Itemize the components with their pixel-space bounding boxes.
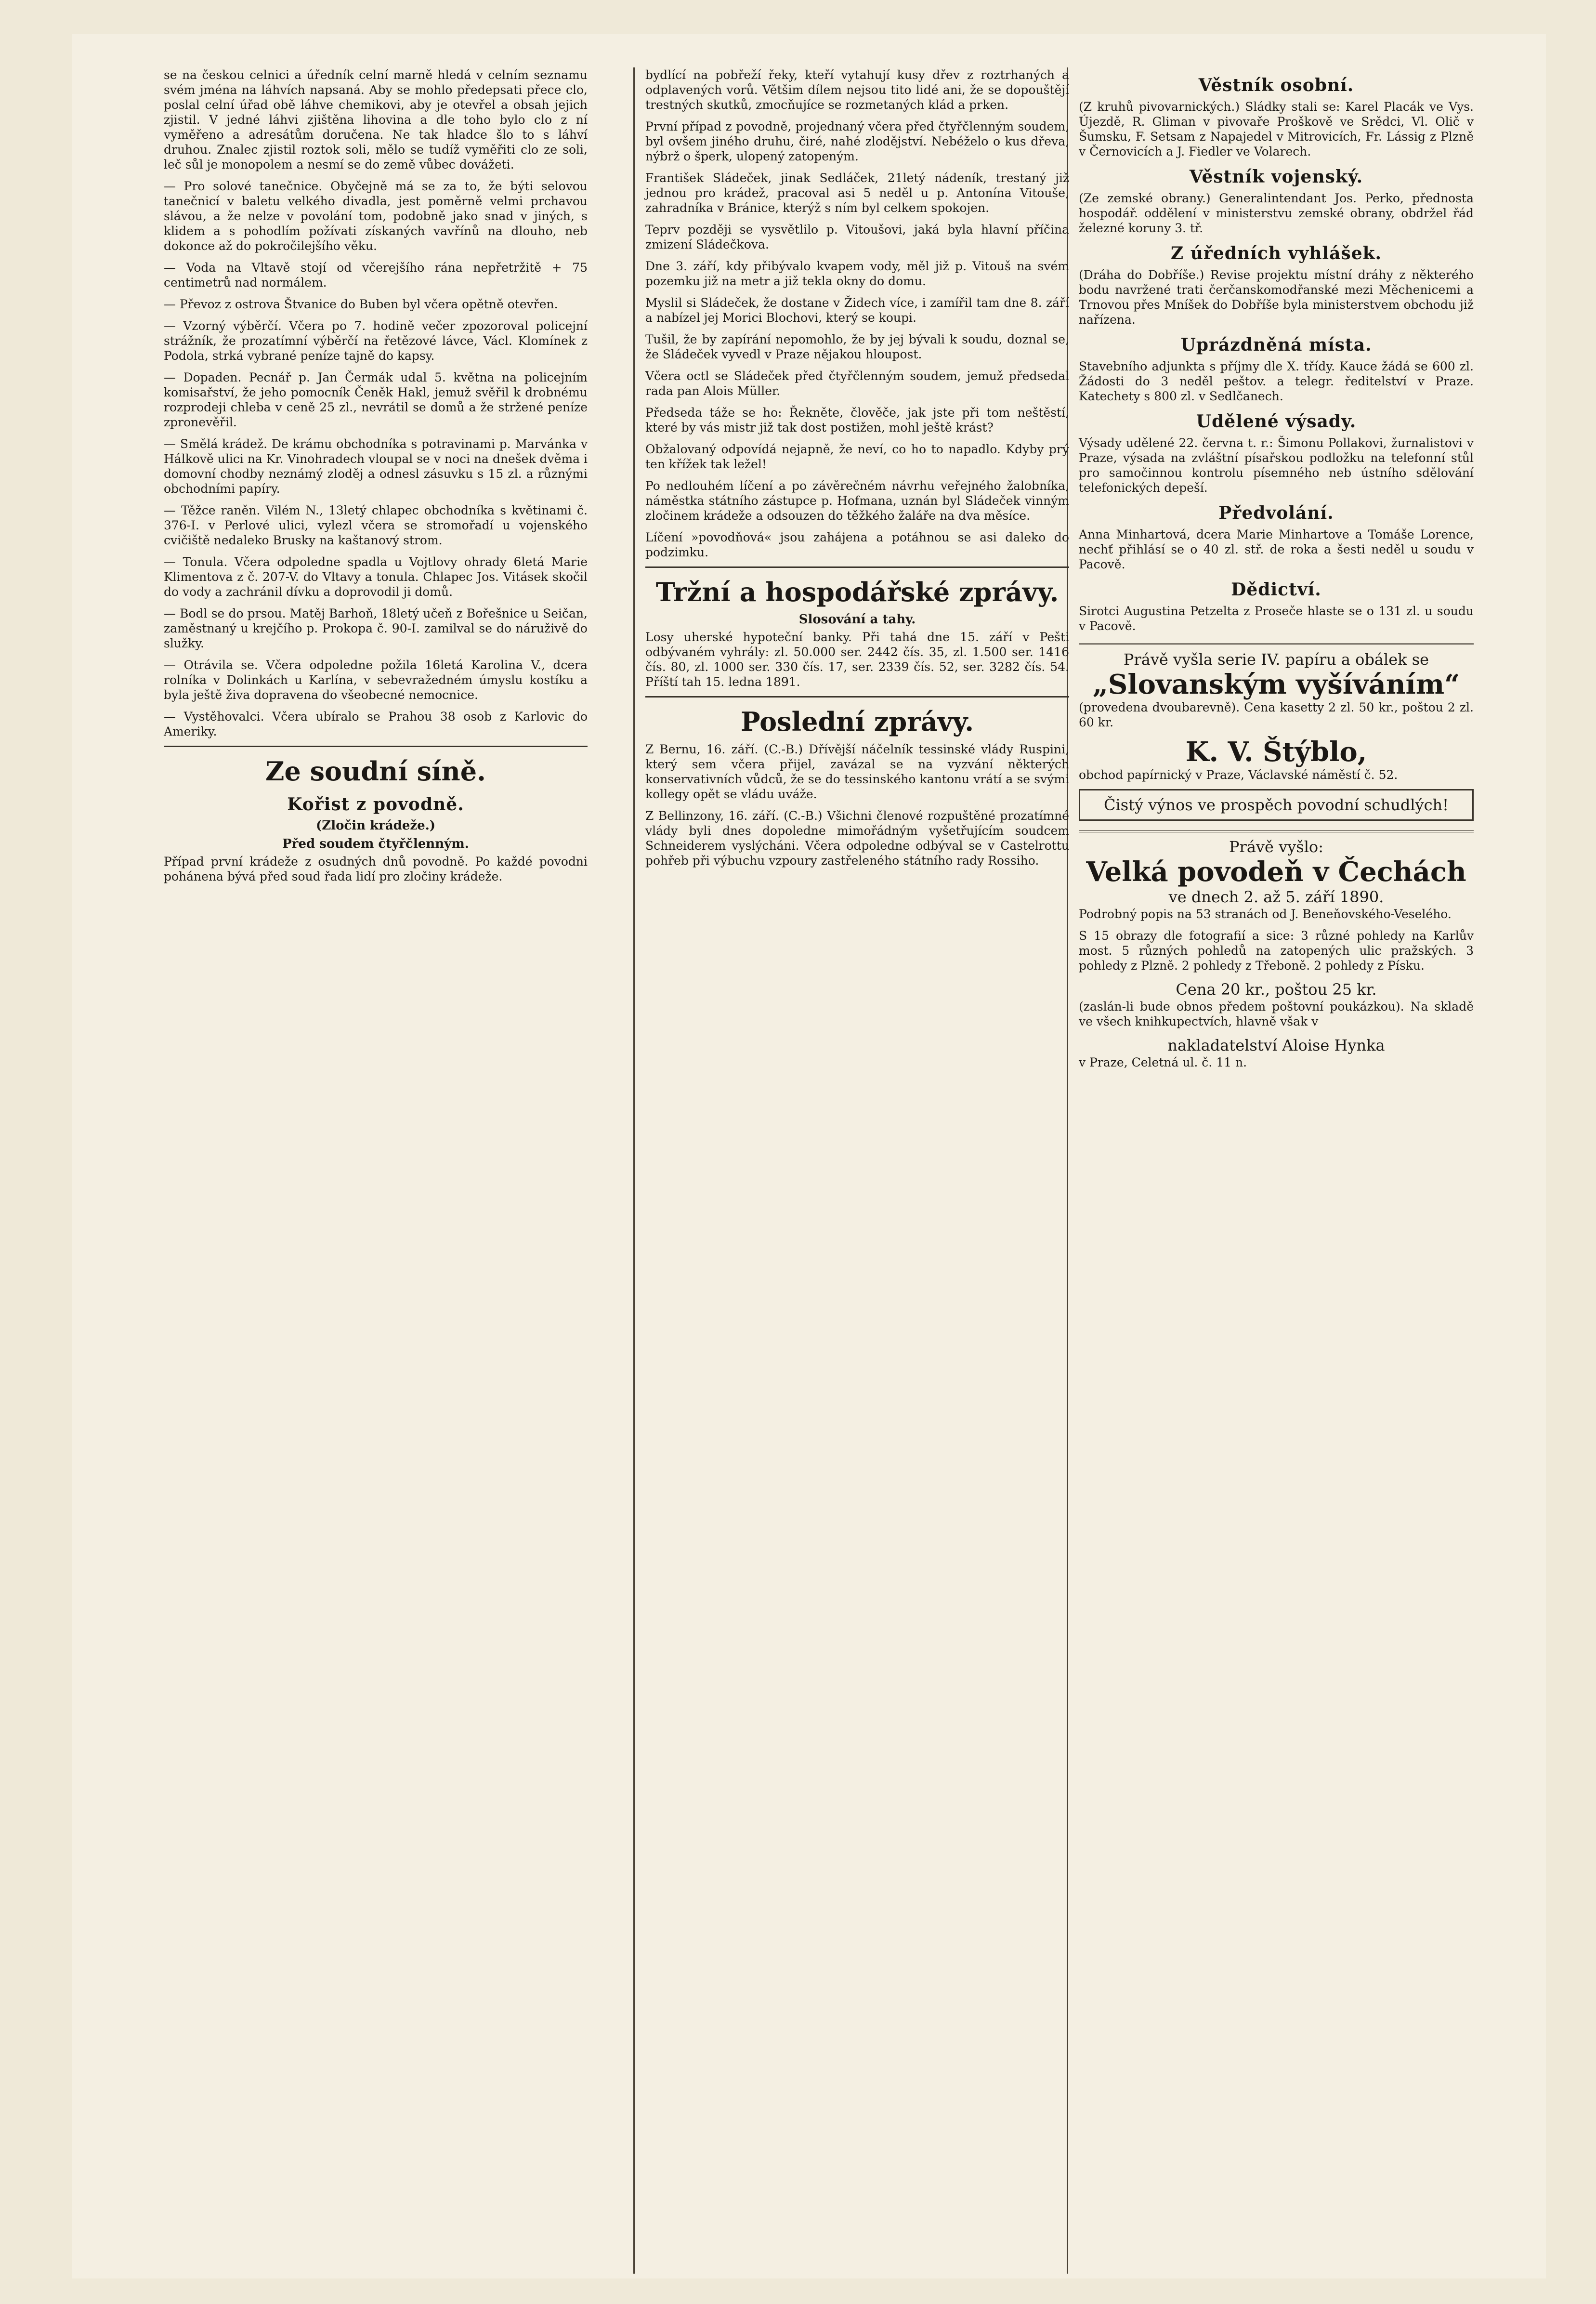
article-paragraph: — Vzorný výběrčí. Včera po 7. hodině večer zpozoroval policejní strážník, že prozatímní výběrčí na řetězové lávce, Václ. Klomínek z Podola, strká vybrané peníze tajně do kapsy. [164, 319, 588, 363]
article-title: Kořist z povodně. [287, 794, 464, 815]
article-paragraph: Dne 3. září, kdy přibývalo kvapem vody, měl již p. Vitouš na svém pozemku již na metr a již tekla okny do domu. [645, 259, 1069, 288]
column-2 [645, 67, 1069, 875]
article-paragraph: Obžalovaný odpovídá nejapně, že neví, co ho to napadlo. Kdyby prý ten křížek tak ležel! [645, 442, 1069, 471]
section-heading: Ze soudní síně. [265, 756, 486, 787]
ad-list: S 15 obrazy dle fotografií a sice: 3 různé pohledy na Karlův most. 5 různých pohledů na zatopených ulic pražských. 3 pohledy z Plzně. 2 pohledy z Třeboně. 2 pohledy z Písku. [1079, 929, 1474, 973]
article-paragraph: Tušil, že by zapírání nepomohlo, že by jej bývali k soudu, doznal se, že Sládeček vyvedl v Praze nějakou hloupost. [645, 332, 1069, 361]
article-paragraph: (Ze zemské obrany.) Generalintendant Jos. Perko, přednosta hospodář. oddělení v ministerstvu zemské obrany, obdržel řád železné koruny 3. tř. [1079, 191, 1474, 235]
section-heading: Z úředních vyhlášek. [1170, 243, 1382, 263]
ad-text: (zaslán-li bude obnos předem poštovní poukázkou). Na skladě ve všech knihkupectvích, hlavně však v [1079, 1000, 1474, 1028]
divider [645, 566, 1069, 568]
column-3 [1079, 67, 1474, 1077]
column-1 [164, 67, 588, 891]
article-paragraph: Myslil si Sládeček, že dostane v Židech více, i zamířil tam dne 8. září a nabízel jej Morici Blochovi, který se koupi. [645, 296, 1069, 325]
article-paragraph: — Bodl se do prsou. Matěj Barhoň, 18letý učeň z Bořešnice u Seičan, zaměstnaný u krejčího p. Prokopa č. 90-I. zamilval se do náruživě do služky. [164, 606, 588, 650]
section-heading: Věstník osobní. [1198, 75, 1354, 95]
article-paragraph: Případ první krádeže z osudných dnů povodně. Po každé povodni pohánena bývá před soud řada lidí pro zločiny krádeže. [164, 855, 588, 883]
article-paragraph: František Sládeček, jinak Sedláček, 21letý nádeník, trestaný již jednou pro krádež, pracoval asi 5 neděl u p. Antonína Vitouše, zahradníka v Bránice, kterýž s ním byl celkem spokojen. [645, 171, 1069, 215]
article-paragraph: Výsady udělené 22. června t. r.: Šimonu Pollakovi, žurnalistovi v Praze, výsada na zvláštní písařskou podložku na telefonní stůl pro samočinnou kontrolu písemného neb ústního sdělování telefonických depeší. [1079, 436, 1474, 495]
advertisement [1079, 643, 1474, 782]
article-paragraph: (Z kruhů pivovarnických.) Sládky stali se: Karel Placák ve Vys. Újezdě, R. Gliman v pivovaře Proškově ve Srědci, Vl. Olič v Šumsku, F. Setsam z Napajedel v Mitrovicích, Fr. Lássig z Plzně v Černovicích a J. Fiedler ve Volarech. [1079, 100, 1474, 158]
article-paragraph: (Dráha do Dobříše.) Revise projektu místní dráhy z některého bodu navržené trati čerčanskomodřanské mezi Měchenicemi a Trnovou přes Mníšek do Dobříše byla ministerstvem obchodu již nařízena. [1079, 268, 1474, 327]
article-paragraph: Předseda táže se ho: Řekněte, člověče, jak jste při tom neštěstí, které by vás mistr již tak dost postižen, mohl ještě krást? [645, 406, 1069, 434]
article-subtitle: Před soudem čtyřčlenným. [282, 837, 469, 851]
article-paragraph: — Pro solové tanečnice. Obyčejně má se za to, že býti selovou tanečnicí v baletu velkého divadla, jest poměrně velmi prchavou slávou, a že nelze v povolání tom, podobně jako snad v jiných, s klidem a s pohodlím požívati získaných vavřínů na dlouho, neb dokonce až do pokročilejšího věku. [164, 179, 588, 253]
article-paragraph: Sirotci Augustina Petzelta z Proseče hlaste se o 131 zl. u soudu v Pacově. [1079, 604, 1474, 633]
ad-price: Cena 20 kr., poštou 25 kr. [1176, 980, 1377, 999]
article-paragraph: — Převoz z ostrova Štvanice do Buben byl včera opětně otevřen. [164, 297, 558, 311]
article-paragraph: bydlící na pobřeží řeky, kteří vytahují kusy dřev z roztrhaných a odplavených vorů. Většim dílem nejsou tito lidé ani, že se dopouštějí trestných skutků, zmocňujíce se rozmetaných klád a prken. [645, 68, 1069, 112]
column-rule [633, 67, 635, 2274]
ad-title: „Slovanským vyšíváním“ [1092, 669, 1460, 700]
article-paragraph: První případ z povodně, projednaný včera před čtyřčlenným soudem, byl ovšem jiného druhu, čiré, nahé zlodějství. Nebéželo o kus dřeva, nýbrž o šperk, ulopený zatopeným. [645, 119, 1069, 163]
article-paragraph: Teprv později se vysvětlilo p. Vitoušovi, jaká byla hlavní příčina zmizení Sládečkova. [645, 223, 1069, 251]
divider [645, 696, 1069, 698]
ad-title: Velká povodeň v Čechách [1086, 856, 1466, 888]
article-paragraph: Anna Minhartová, dcera Marie Minhartove a Tomáše Lorence, nechť přihlásí se o 40 zl. stř. de roka a šesti neděl u soudu v Pacově. [1079, 527, 1474, 571]
ad-headline: Právě vyšla serie IV. papíru a obálek se [1123, 650, 1429, 669]
article-paragraph: se na českou celnici a úředník celní marně hledá v celním seznamu svém jména na láhvích napsaná. Aby se mohlo předepsati přece clo, poslal celní úřad obě láhve chemikovi, aby je otevřel a obsah jejich zjistil. V jedné láhvi zjištěna lihovina a dle toho bylo clo z ní vyměřeno a adresátům doručena. Ne tak hladce šlo to s láhví druhou. Znalec zjistil roztok soli, mělo se tudíž vyměřiti clo ze soli, leč sůl je monopolem a nesmí se do země vůbec dovážeti. [164, 68, 588, 171]
section-heading: Poslední zprávy. [741, 706, 974, 737]
article-paragraph: Z Bellinzony, 16. září. (C.-B.) Všichni členové rozpuštěné prozatímné vlády byli dnes dopoledne mimořádným vyšetřujícím soudcem Schneiderem vyslýcháni. Včera odpoledne odbýval se v Castelrottu pohřeb při výbuchu vzpoury zastřeleného státního rady Rossiho. [645, 809, 1069, 868]
article-paragraph: — Voda na Vltavě stojí od včerejšího rána nepřetržitě + 75 centimetrů nad normálem. [164, 261, 588, 290]
ad-text: Podrobný popis na 53 stranách od J. Beneňovského-Veselého. [1079, 907, 1452, 921]
article-paragraph: Z Bernu, 16. září. (C.-B.) Dřívější náčelník tessinské vlády Ruspini, který sem včera přijel, zavázal se na vyzvání některých konservativních vůdců, že se do tessinského kantonu vrátí a se svými kollegy opět se vládu uváže. [645, 742, 1069, 801]
newspaper-page [72, 34, 1546, 2278]
section-heading: Tržní a hospodářské zprávy. [655, 577, 1059, 607]
ad-address: obchod papírnický v Praze, Václavské náměstí č. 52. [1079, 768, 1398, 782]
advertisement [1079, 830, 1474, 1070]
advertisement-banner: Čistý výnos ve prospěch povodní schudlých! [1079, 789, 1474, 821]
divider [164, 746, 588, 747]
article-paragraph: — Těžce raněn. Vilém N., 13letý chlapec obchodníka s květinami č. 376-I. v Perlové ulici, vylezl včera se stromořadí u vojenského cvičiště nedaleko Brusky na kaštanový strom. [164, 503, 588, 547]
article-paragraph: Včera octl se Sládeček před čtyřčlenným soudem, jemuž předsedal rada pan Alois Müller. [645, 369, 1069, 398]
article-paragraph: Líčení »povodňová« jsou zahájena a potáhnou se asi daleko do podzimku. [645, 530, 1069, 559]
section-heading: Uprázdněná místa. [1180, 335, 1372, 355]
ad-text: (provedena dvoubarevně). Cena kasetty 2 zl. 50 kr., poštou 2 zl. 60 kr. [1079, 700, 1474, 729]
article-paragraph: Losy uherské hypoteční banky. Při tahá dne 15. září v Pešti odbývaném vyhrály: zl. 50.000 ser. 2442 čís. 35, zl. 1.500 ser. 1416 čís. 80, zl. 1000 ser. 330 čís. 17, ser. 2339 čís. 52, ser. 3282 čís. 54. Příští tah 15. ledna 1891. [645, 630, 1069, 689]
section-heading: Věstník vojenský. [1189, 167, 1363, 187]
article-paragraph: — Smělá krádež. De krámu obchodníka s potravinami p. Marvánka v Hálkově ulici na Kr. Vinohradech vloupal se v noci na dnešek dvěma i domovní chodby neznámý zloděj a odnesl zásuvku s 15 zl. a různými obchodními papíry. [164, 437, 588, 496]
article-paragraph: Po nedlouhém líčení a po závěrečném návrhu veřejného žalobníka, náměstka státního zástupce p. Hofmana, uznán byl Sládeček vinným zločinem krádeže a odsouzen do těžkého žaláře na dva měsíce. [645, 479, 1069, 523]
ad-date: ve dnech 2. až 5. září 1890. [1168, 888, 1384, 906]
section-subheading: Slosování a tahy. [798, 612, 916, 627]
ad-headline: Právě vyšlo: [1229, 838, 1323, 856]
section-heading: Dědictví. [1231, 579, 1321, 600]
article-subtitle: (Zločin krádeže.) [315, 818, 436, 833]
article-paragraph: — Dopaden. Pecnář p. Jan Čermák udal 5. května na policejním komisařství, že jeho pomocník Čeněk Hakl, jemuž svěřil k drobnému rozprodeji chleba v ceně 25 zl., nevrátil se domů a že stržené peníze zpronevěřil. [164, 370, 588, 429]
article-paragraph: Stavebního adjunkta s příjmy dle X. třídy. Kauce žádá se 600 zl. Žádosti do 3 neděl peštov. a telegr. ředitelství v Praze. Katechety s 800 zl. v Sedlčanech. [1079, 359, 1474, 403]
article-paragraph: — Tonula. Včera odpoledne spadla u Vojtlovy ohrady 6letá Marie Klimentova z č. 207-V. do Vltavy a tonula. Chlapec Jos. Vitásek skočil do vody a zachránil dívku a doprovodil ji domů. [164, 555, 588, 599]
ad-seller: K. V. Štýblo, [1185, 736, 1367, 768]
article-paragraph: — Otrávila se. Včera odpoledne požila 16letá Karolina V., dcera rolníka v Dolinkách u Karlína, v sebevražedném úmyslu kostíku a byla ještě živa dopravena do všeobecné nemocnice. [164, 658, 588, 702]
article-paragraph: — Vystěhovalci. Včera ubíralo se Prahou 38 osob z Karlovic do Ameriky. [164, 710, 588, 738]
section-heading: Udělené výsady. [1196, 411, 1357, 432]
ad-publisher: nakladatelství Aloise Hynka [1167, 1036, 1385, 1054]
section-heading: Předvolání. [1218, 503, 1334, 523]
ad-address: v Praze, Celetná ul. č. 11 n. [1079, 1055, 1247, 1069]
